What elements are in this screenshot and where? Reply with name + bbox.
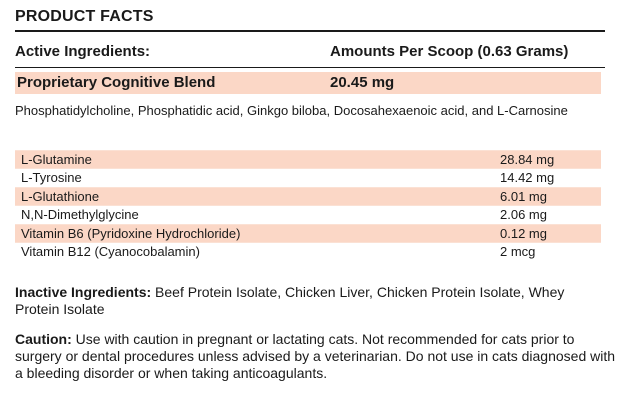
ingredient-name: Vitamin B12 (Cyanocobalamin): [21, 243, 200, 259]
inactive-ingredients: [15, 284, 610, 318]
table-row: [15, 224, 601, 242]
top-divider: [15, 30, 605, 32]
page-title: PRODUCT FACTS: [15, 8, 154, 25]
blend-description: Phosphatidylcholine, Phosphatidic acid, Ginkgo biloba, Docosahexaenoic acid, and L-Carnosine: [15, 103, 568, 118]
ingredient-amount: 14.42 mg: [500, 170, 555, 186]
caution-label: Caution:: [15, 331, 72, 347]
ingredient-table: [15, 150, 601, 260]
inactive-ingredients-text: Beef Protein Isolate, Chicken Liver, Chicken Protein Isolate, Whey Protein Isolate: [15, 284, 565, 317]
ingredient-name: L-Glutamine: [21, 152, 92, 167]
table-row: [15, 168, 601, 186]
blend-amount: 20.45 mg: [330, 74, 395, 91]
table-row: [15, 187, 601, 205]
ingredient-name: N,N-Dimethylglycine: [21, 207, 139, 223]
ingredient-amount: 28.84 mg: [500, 152, 555, 167]
table-row: [15, 205, 601, 223]
ingredient-amount: 2.06 mg: [500, 207, 547, 223]
caution-statement: [15, 331, 615, 382]
ingredient-name: L-Tyrosine: [21, 170, 82, 186]
active-ingredients-label: Active Ingredients:: [15, 43, 151, 60]
blend-name: Proprietary Cognitive Blend: [17, 74, 216, 91]
inactive-ingredients-label: Inactive Ingredients:: [15, 284, 152, 300]
table-row: [15, 150, 601, 168]
ingredient-amount: 6.01 mg: [500, 188, 547, 204]
ingredient-name: Vitamin B6 (Pyridoxine Hydrochloride): [21, 225, 241, 241]
ingredient-amount: 0.12 mg: [500, 225, 547, 241]
header-divider: [15, 67, 605, 68]
ingredient-name: L-Glutathione: [21, 188, 100, 204]
caution-text: Use with caution in pregnant or lactating cats. Not recommended for cats prior to surgery or dental procedures unless advised by a veterinarian. Do not use in cats diagnosed with a bleeding disorder or when taking anticoagulants.: [15, 331, 616, 381]
table-row: [15, 242, 601, 260]
amount-per-scoop-label: Amounts Per Scoop (0.63 Grams): [330, 43, 569, 60]
ingredient-amount: 2 mcg: [500, 243, 536, 259]
